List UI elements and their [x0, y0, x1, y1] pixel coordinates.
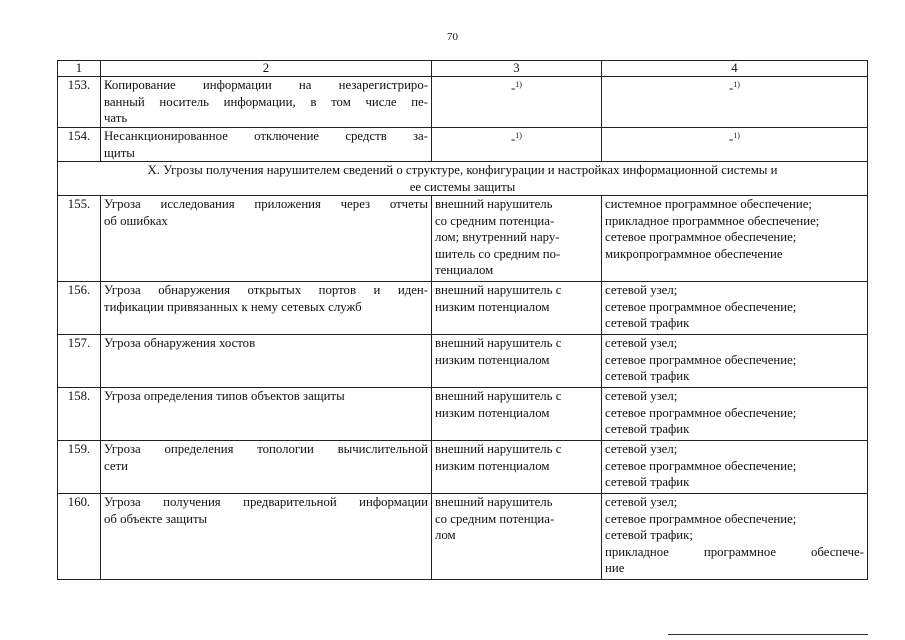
object-line: сетевое программное обеспечение; [605, 299, 797, 314]
intruder-line: лом [435, 528, 456, 542]
intruder-line: внешний нарушитель с [435, 389, 562, 403]
intruder-cell [432, 77, 602, 128]
row-number: 153. [58, 77, 101, 128]
object-line: микропрограммное обеспечение [605, 246, 783, 261]
table-row [58, 335, 868, 388]
desc-line: об ошибках [104, 213, 168, 228]
object-line: сетевой трафик [605, 316, 690, 330]
intruder-line: низким потенциалом [435, 352, 550, 367]
footnote-ref: 1) [733, 80, 740, 89]
desc-line: Угроза обнаружения хостов [104, 336, 256, 350]
intruder-line: со средним потенциа- [435, 511, 555, 526]
desc-line: об объекте защиты [104, 511, 208, 526]
intruder-cell [432, 441, 602, 494]
intruder-line: внешний нарушитель [435, 197, 553, 211]
row-number: 159. [58, 441, 101, 494]
objects-cell [602, 77, 868, 128]
row-number: 158. [58, 388, 101, 441]
row-description [101, 77, 432, 128]
object-line: сетевое программное обеспечение; [605, 511, 797, 526]
desc-line: Несанкционированное отключение средств за- [104, 129, 428, 143]
row-description [101, 388, 432, 441]
objects-cell [602, 335, 868, 388]
objects-cell [602, 196, 868, 282]
object-line: сетевой узел; [605, 389, 678, 403]
desc-line: щиты [104, 145, 135, 160]
intruder-line: тенциалом [435, 263, 494, 277]
header-col-1: 1 [58, 61, 101, 77]
object-line: сетевой узел; [605, 283, 678, 297]
bottom-rule [668, 634, 868, 635]
intruder-line: низким потенциалом [435, 299, 550, 314]
row-number: 157. [58, 335, 101, 388]
row-description [101, 441, 432, 494]
section-heading [58, 162, 868, 196]
object-line: сетевое программное обеспечение; [605, 230, 797, 244]
objects-cell [602, 128, 868, 162]
footnote-ref: 1) [515, 80, 522, 89]
object-line: сетевой узел; [605, 442, 678, 456]
intruder-cell [432, 388, 602, 441]
row-description [101, 128, 432, 162]
object-line: ние [605, 561, 625, 575]
intruder-line: внешний нарушитель с [435, 442, 562, 456]
table-row [58, 282, 868, 335]
table-row [58, 196, 868, 282]
header-col-2: 2 [101, 61, 432, 77]
table-row [58, 77, 868, 128]
intruder-cell [432, 128, 602, 162]
page-number: 70 [447, 31, 458, 43]
desc-line: сети [104, 458, 128, 473]
desc-line: Угроза получения предварительной информации [104, 495, 428, 509]
table-row [58, 388, 868, 441]
table-header-row [58, 61, 868, 77]
intruder-cell [432, 282, 602, 335]
row-number: 154. [58, 128, 101, 162]
intruder-line: низким потенциалом [435, 458, 550, 473]
table-row [58, 494, 868, 580]
threats-table [57, 60, 868, 580]
object-line: прикладное программное обеспечение; [605, 213, 820, 228]
desc-line: тификации привязанных к нему сетевых служб [104, 299, 362, 314]
dash-value: - [511, 81, 516, 95]
intruder-cell [432, 335, 602, 388]
row-description [101, 494, 432, 580]
section-line: X. Угрозы получения нарушителем сведений о структуре, конфигурации и настройках информационной системы и [147, 163, 778, 177]
objects-cell [602, 388, 868, 441]
object-line: сетевой узел; [605, 336, 678, 350]
row-description [101, 196, 432, 282]
table-row [58, 128, 868, 162]
desc-line: Угроза исследования приложения через отчеты [104, 197, 428, 211]
row-description [101, 282, 432, 335]
intruder-line: низким потенциалом [435, 405, 550, 420]
footnote-ref: 1) [515, 131, 522, 140]
desc-line: Копирование информации на незарегистриро- [104, 78, 428, 92]
section-line: ее системы защиты [409, 179, 516, 194]
object-line: сетевое программное обеспечение; [605, 458, 797, 473]
object-line: сетевой трафик [605, 369, 690, 383]
intruder-line: со средним потенциа- [435, 213, 555, 228]
intruder-cell [432, 494, 602, 580]
row-number: 160. [58, 494, 101, 580]
object-line: сетевой трафик [605, 475, 690, 489]
intruder-line: лом; внутренний нару- [435, 230, 560, 244]
object-line: сетевое программное обеспечение; [605, 352, 797, 367]
desc-line: чать [104, 111, 128, 125]
intruder-line: внешний нарушитель [435, 495, 553, 509]
intruder-line: внешний нарушитель с [435, 336, 562, 350]
intruder-cell [432, 196, 602, 282]
dash-value: - [729, 132, 734, 146]
object-line: системное программное обеспечение; [605, 197, 812, 211]
row-number: 156. [58, 282, 101, 335]
object-line: прикладное программное обеспече- [605, 544, 864, 559]
desc-line: Угроза определения типов объектов защиты [104, 389, 345, 403]
dash-value: - [729, 81, 734, 95]
object-line: сетевой трафик; [605, 528, 693, 542]
intruder-line: внешний нарушитель с [435, 283, 562, 297]
object-line: сетевой узел; [605, 495, 678, 509]
header-col-4: 4 [602, 61, 868, 77]
section-row [58, 162, 868, 196]
objects-cell [602, 494, 868, 580]
object-line: сетевой трафик [605, 422, 690, 436]
intruder-line: шитель со средним по- [435, 246, 561, 261]
objects-cell [602, 282, 868, 335]
dash-value: - [511, 132, 516, 146]
header-col-3: 3 [432, 61, 602, 77]
table-row [58, 441, 868, 494]
objects-cell [602, 441, 868, 494]
row-number: 155. [58, 196, 101, 282]
object-line: сетевое программное обеспечение; [605, 405, 797, 420]
footnote-ref: 1) [733, 131, 740, 140]
desc-line: Угроза определения топологии вычислительной [104, 442, 428, 456]
desc-line: Угроза обнаружения открытых портов и иден- [104, 283, 428, 297]
row-description [101, 335, 432, 388]
desc-line: ванный носитель информации, в том числе пе- [104, 94, 428, 109]
